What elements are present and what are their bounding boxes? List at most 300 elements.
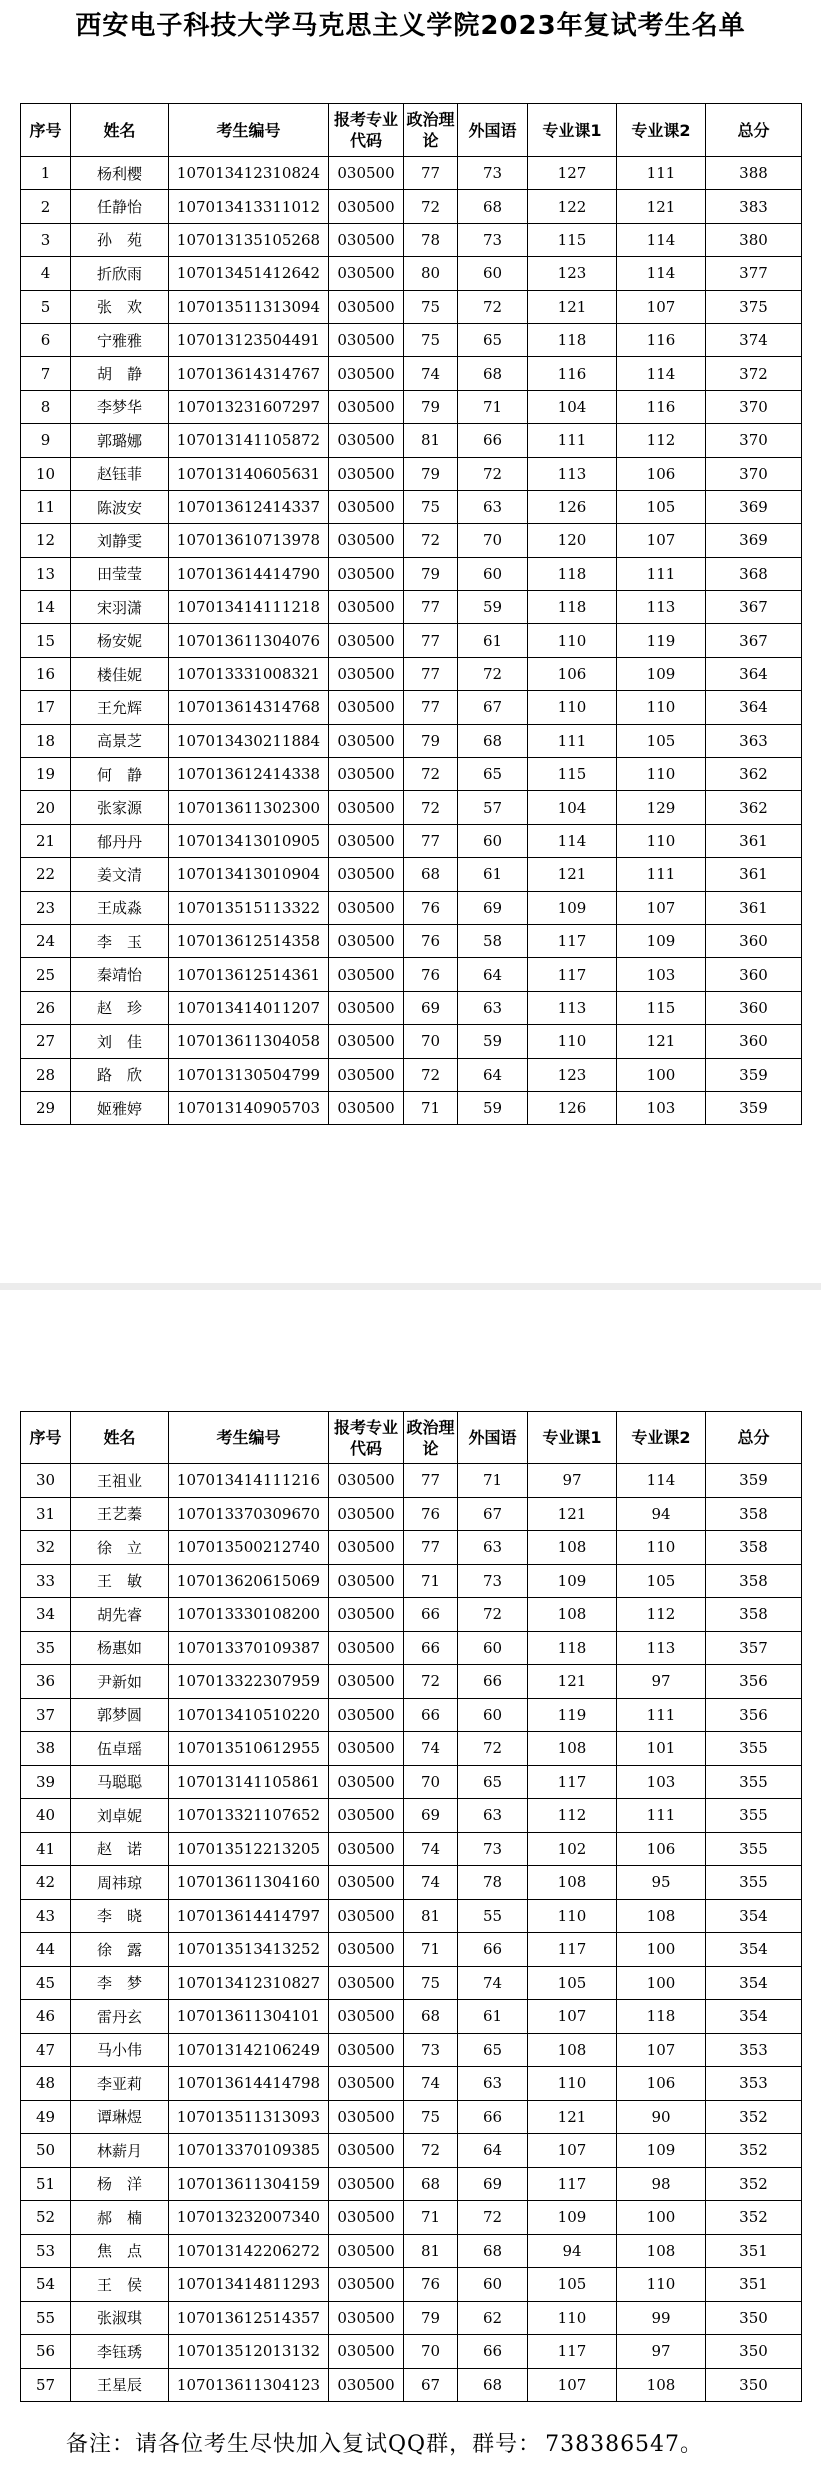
total-score-cell: 355: [706, 1832, 802, 1866]
table-row: [21, 1899, 802, 1933]
name-cell: 宁雅雅: [71, 323, 169, 356]
table-row: [21, 1832, 802, 1866]
major-course-2-score-cell: 95: [617, 1866, 706, 1900]
major-course-2-score-cell: 114: [617, 223, 706, 256]
total-score-cell: 375: [706, 290, 802, 323]
table-row: [21, 991, 802, 1024]
foreign-language-score-cell: 58: [458, 924, 528, 957]
table-row: [21, 891, 802, 924]
foreign-language-score-cell: 60: [458, 824, 528, 857]
major-course-2-score-cell: 100: [617, 1933, 706, 1967]
total-score-cell: 353: [706, 2033, 802, 2067]
name-cell: 杨 洋: [71, 2167, 169, 2201]
name-cell: 雷丹玄: [71, 2000, 169, 2034]
major-course-2-score-cell: 100: [617, 1058, 706, 1091]
major-code-cell: 030500: [329, 257, 404, 290]
foreign-language-score-cell: 60: [458, 557, 528, 590]
major-course-1-score-cell: 108: [528, 1531, 617, 1565]
table-row: [21, 2335, 802, 2369]
candidate-id-cell: 107013611304123: [169, 2368, 329, 2402]
name-cell: 王 侯: [71, 2268, 169, 2302]
politics-score-cell: 76: [404, 924, 458, 957]
foreign-language-score-cell: 66: [458, 424, 528, 457]
seq-cell: 32: [21, 1531, 71, 1565]
name-cell: 王成淼: [71, 891, 169, 924]
major-code-cell: 030500: [329, 624, 404, 657]
total-score-cell: 350: [706, 2368, 802, 2402]
major-code-cell: 030500: [329, 1866, 404, 1900]
seq-cell: 45: [21, 1966, 71, 2000]
candidate-id-cell: 107013370309670: [169, 1497, 329, 1531]
name-cell: 林薪月: [71, 2134, 169, 2168]
politics-score-cell: 79: [404, 2301, 458, 2335]
total-score-cell: 352: [706, 2134, 802, 2168]
politics-score-cell: 76: [404, 1497, 458, 1531]
candidate-id-cell: 107013370109387: [169, 1631, 329, 1665]
seq-cell: 29: [21, 1091, 71, 1124]
major-course-1-score-cell: 111: [528, 724, 617, 757]
table-row: [21, 1091, 802, 1124]
seq-cell: 3: [21, 223, 71, 256]
major-course-2-score-cell: 111: [617, 157, 706, 190]
major-course-1-score-cell: 108: [528, 1598, 617, 1632]
seq-cell: 8: [21, 390, 71, 423]
table-row: [21, 1631, 802, 1665]
major-course-1-score-cell: 116: [528, 357, 617, 390]
candidate-id-cell: 107013610713978: [169, 524, 329, 557]
major-course-2-score-cell: 109: [617, 924, 706, 957]
footnote: [66, 2430, 703, 2460]
total-score-cell: 363: [706, 724, 802, 757]
table-row: [21, 2268, 802, 2302]
table-row: [21, 223, 802, 256]
total-score-cell: 372: [706, 357, 802, 390]
candidate-id-cell: 107013611304160: [169, 1866, 329, 1900]
seq-cell: 2: [21, 190, 71, 223]
politics-score-cell: 78: [404, 223, 458, 256]
name-cell: 张家源: [71, 791, 169, 824]
politics-score-cell: 69: [404, 991, 458, 1024]
major-course-1-score-cell: 115: [528, 758, 617, 791]
foreign-language-score-cell: 65: [458, 758, 528, 791]
seq-cell: 47: [21, 2033, 71, 2067]
major-code-cell: 030500: [329, 858, 404, 891]
table-row: [21, 1732, 802, 1766]
major-course-1-score-cell: 107: [528, 2134, 617, 2168]
name-cell: 尹新如: [71, 1665, 169, 1699]
total-score-cell: 358: [706, 1497, 802, 1531]
major-code-cell: 030500: [329, 157, 404, 190]
major-code-cell: 030500: [329, 1631, 404, 1665]
major-course-2-score-cell: 116: [617, 323, 706, 356]
major-course-2-score-cell: 121: [617, 1025, 706, 1058]
table-row: [21, 157, 802, 190]
major-course-1-score-cell: 121: [528, 1665, 617, 1699]
foreign-language-score-cell: 63: [458, 2067, 528, 2101]
foreign-language-score-cell: 73: [458, 223, 528, 256]
politics-score-cell: 75: [404, 290, 458, 323]
major-code-cell: 030500: [329, 1497, 404, 1531]
major-code-cell: 030500: [329, 2134, 404, 2168]
major-course-2-score-cell: 114: [617, 257, 706, 290]
header-total: 总分: [706, 1412, 802, 1464]
seq-cell: 27: [21, 1025, 71, 1058]
major-course-1-score-cell: 120: [528, 524, 617, 557]
major-code-cell: 030500: [329, 1058, 404, 1091]
total-score-cell: 361: [706, 858, 802, 891]
major-code-cell: 030500: [329, 2335, 404, 2369]
name-cell: 徐 立: [71, 1531, 169, 1565]
foreign-language-score-cell: 67: [458, 1497, 528, 1531]
name-cell: 陈波安: [71, 490, 169, 523]
foreign-language-score-cell: 65: [458, 323, 528, 356]
foreign-language-score-cell: 73: [458, 157, 528, 190]
name-cell: 马聪聪: [71, 1765, 169, 1799]
politics-score-cell: 72: [404, 190, 458, 223]
header-foreign-language: 外国语: [458, 1412, 528, 1464]
name-cell: 路 欣: [71, 1058, 169, 1091]
table-row: [21, 1058, 802, 1091]
name-cell: 谭琳煜: [71, 2100, 169, 2134]
major-course-2-score-cell: 103: [617, 1765, 706, 1799]
name-cell: 楼佳妮: [71, 657, 169, 690]
total-score-cell: 355: [706, 1732, 802, 1766]
candidate-id-cell: 107013135105268: [169, 223, 329, 256]
table-row: [21, 424, 802, 457]
major-course-1-score-cell: 122: [528, 190, 617, 223]
foreign-language-score-cell: 66: [458, 2100, 528, 2134]
name-cell: 孙 苑: [71, 223, 169, 256]
politics-score-cell: 81: [404, 1899, 458, 1933]
candidate-id-cell: 107013142106249: [169, 2033, 329, 2067]
major-course-1-score-cell: 110: [528, 2067, 617, 2101]
major-course-1-score-cell: 110: [528, 1025, 617, 1058]
name-cell: 田莹莹: [71, 557, 169, 590]
name-cell: 马小伟: [71, 2033, 169, 2067]
major-course-1-score-cell: 117: [528, 924, 617, 957]
major-course-2-score-cell: 121: [617, 190, 706, 223]
major-course-1-score-cell: 118: [528, 323, 617, 356]
major-course-2-score-cell: 97: [617, 2335, 706, 2369]
major-course-2-score-cell: 110: [617, 824, 706, 857]
foreign-language-score-cell: 59: [458, 591, 528, 624]
total-score-cell: 367: [706, 591, 802, 624]
seq-cell: 53: [21, 2234, 71, 2268]
total-score-cell: 370: [706, 390, 802, 423]
major-course-1-score-cell: 127: [528, 157, 617, 190]
foreign-language-score-cell: 59: [458, 1025, 528, 1058]
major-code-cell: 030500: [329, 991, 404, 1024]
foreign-language-score-cell: 64: [458, 958, 528, 991]
candidate-id-cell: 107013611304058: [169, 1025, 329, 1058]
seq-cell: 21: [21, 824, 71, 857]
politics-score-cell: 73: [404, 2033, 458, 2067]
politics-score-cell: 79: [404, 457, 458, 490]
foreign-language-score-cell: 78: [458, 1866, 528, 1900]
header-major-course-2: 专业课2: [617, 104, 706, 157]
seq-cell: 19: [21, 758, 71, 791]
total-score-cell: 388: [706, 157, 802, 190]
candidate-id-cell: 107013451412642: [169, 257, 329, 290]
header-total: 总分: [706, 104, 802, 157]
major-course-1-score-cell: 109: [528, 2201, 617, 2235]
major-course-2-score-cell: 113: [617, 1631, 706, 1665]
foreign-language-score-cell: 72: [458, 2201, 528, 2235]
politics-score-cell: 77: [404, 591, 458, 624]
total-score-cell: 361: [706, 824, 802, 857]
major-course-2-score-cell: 100: [617, 1966, 706, 2000]
table-row: [21, 2301, 802, 2335]
total-score-cell: 370: [706, 424, 802, 457]
total-score-cell: 354: [706, 2000, 802, 2034]
header-seq: 序号: [21, 104, 71, 157]
total-score-cell: 355: [706, 1799, 802, 1833]
foreign-language-score-cell: 70: [458, 524, 528, 557]
table-row: [21, 1531, 802, 1565]
major-code-cell: 030500: [329, 758, 404, 791]
politics-score-cell: 81: [404, 424, 458, 457]
name-cell: 王星辰: [71, 2368, 169, 2402]
seq-cell: 14: [21, 591, 71, 624]
seq-cell: 17: [21, 691, 71, 724]
candidate-id-cell: 107013614314768: [169, 691, 329, 724]
politics-score-cell: 74: [404, 2067, 458, 2101]
candidate-id-cell: 107013611304076: [169, 624, 329, 657]
major-course-2-score-cell: 108: [617, 1899, 706, 1933]
seq-cell: 38: [21, 1732, 71, 1766]
politics-score-cell: 66: [404, 1698, 458, 1732]
politics-score-cell: 70: [404, 1765, 458, 1799]
candidate-id-cell: 107013614414798: [169, 2067, 329, 2101]
foreign-language-score-cell: 59: [458, 1091, 528, 1124]
table-row: [21, 1464, 802, 1498]
major-course-2-score-cell: 109: [617, 2134, 706, 2168]
major-course-1-score-cell: 112: [528, 1799, 617, 1833]
table-row: [21, 591, 802, 624]
major-code-cell: 030500: [329, 357, 404, 390]
major-course-1-score-cell: 111: [528, 424, 617, 457]
major-code-cell: 030500: [329, 1464, 404, 1498]
major-course-2-score-cell: 110: [617, 691, 706, 724]
candidate-id-cell: 107013141105861: [169, 1765, 329, 1799]
major-code-cell: 030500: [329, 1933, 404, 1967]
major-course-2-score-cell: 118: [617, 2000, 706, 2034]
major-course-2-score-cell: 112: [617, 424, 706, 457]
name-cell: 刘 佳: [71, 1025, 169, 1058]
header-name: 姓名: [71, 104, 169, 157]
name-cell: 刘静雯: [71, 524, 169, 557]
table-row: [21, 724, 802, 757]
candidate-id-cell: 107013612514361: [169, 958, 329, 991]
major-course-2-score-cell: 94: [617, 1497, 706, 1531]
major-course-1-score-cell: 117: [528, 958, 617, 991]
foreign-language-score-cell: 68: [458, 357, 528, 390]
seq-cell: 55: [21, 2301, 71, 2335]
major-course-1-score-cell: 123: [528, 1058, 617, 1091]
candidate-id-cell: 107013141105872: [169, 424, 329, 457]
major-course-1-score-cell: 117: [528, 2167, 617, 2201]
total-score-cell: 352: [706, 2100, 802, 2134]
total-score-cell: 352: [706, 2167, 802, 2201]
major-course-1-score-cell: 110: [528, 1899, 617, 1933]
candidate-id-cell: 107013413010904: [169, 858, 329, 891]
major-code-cell: 030500: [329, 490, 404, 523]
major-course-1-score-cell: 105: [528, 2268, 617, 2302]
seq-cell: 51: [21, 2167, 71, 2201]
name-cell: 李亚莉: [71, 2067, 169, 2101]
name-cell: 郝 楠: [71, 2201, 169, 2235]
politics-score-cell: 66: [404, 1598, 458, 1632]
total-score-cell: 370: [706, 457, 802, 490]
total-score-cell: 368: [706, 557, 802, 590]
seq-cell: 10: [21, 457, 71, 490]
seq-cell: 39: [21, 1765, 71, 1799]
politics-score-cell: 74: [404, 1732, 458, 1766]
major-course-1-score-cell: 104: [528, 791, 617, 824]
seq-cell: 52: [21, 2201, 71, 2235]
major-code-cell: 030500: [329, 2000, 404, 2034]
candidate-id-cell: 107013500212740: [169, 1531, 329, 1565]
major-course-1-score-cell: 121: [528, 858, 617, 891]
major-course-2-score-cell: 107: [617, 2033, 706, 2067]
total-score-cell: 374: [706, 323, 802, 356]
name-cell: 周祎琼: [71, 1866, 169, 1900]
name-cell: 杨惠如: [71, 1631, 169, 1665]
major-code-cell: 030500: [329, 424, 404, 457]
major-code-cell: 030500: [329, 591, 404, 624]
candidate-id-cell: 107013414111218: [169, 591, 329, 624]
table-row: [21, 1598, 802, 1632]
major-code-cell: 030500: [329, 1832, 404, 1866]
name-cell: 赵钰菲: [71, 457, 169, 490]
major-code-cell: 030500: [329, 2100, 404, 2134]
major-course-1-score-cell: 109: [528, 1564, 617, 1598]
foreign-language-score-cell: 62: [458, 2301, 528, 2335]
major-course-1-score-cell: 114: [528, 824, 617, 857]
seq-cell: 4: [21, 257, 71, 290]
candidate-id-cell: 107013611304101: [169, 2000, 329, 2034]
seq-cell: 26: [21, 991, 71, 1024]
table-row: [21, 824, 802, 857]
major-code-cell: 030500: [329, 691, 404, 724]
table-row: [21, 2167, 802, 2201]
page-divider: [0, 1283, 821, 1290]
candidate-id-cell: 107013612514358: [169, 924, 329, 957]
total-score-cell: 358: [706, 1564, 802, 1598]
total-score-cell: 359: [706, 1464, 802, 1498]
foreign-language-score-cell: 61: [458, 858, 528, 891]
foreign-language-score-cell: 73: [458, 1564, 528, 1598]
table-row: [21, 290, 802, 323]
politics-score-cell: 77: [404, 1464, 458, 1498]
politics-score-cell: 71: [404, 1564, 458, 1598]
foreign-language-score-cell: 61: [458, 624, 528, 657]
politics-score-cell: 81: [404, 2234, 458, 2268]
total-score-cell: 380: [706, 223, 802, 256]
foreign-language-score-cell: 68: [458, 724, 528, 757]
name-cell: 秦靖怡: [71, 958, 169, 991]
seq-cell: 46: [21, 2000, 71, 2034]
name-cell: 郭璐娜: [71, 424, 169, 457]
name-cell: 王允辉: [71, 691, 169, 724]
foreign-language-score-cell: 63: [458, 1799, 528, 1833]
foreign-language-score-cell: 66: [458, 1933, 528, 1967]
major-course-2-score-cell: 106: [617, 457, 706, 490]
table-row: [21, 858, 802, 891]
politics-score-cell: 74: [404, 1866, 458, 1900]
major-course-2-score-cell: 90: [617, 2100, 706, 2134]
major-course-1-score-cell: 102: [528, 1832, 617, 1866]
foreign-language-score-cell: 73: [458, 1832, 528, 1866]
foreign-language-score-cell: 68: [458, 2234, 528, 2268]
seq-cell: 40: [21, 1799, 71, 1833]
major-code-cell: 030500: [329, 524, 404, 557]
total-score-cell: 355: [706, 1765, 802, 1799]
major-course-2-score-cell: 106: [617, 1832, 706, 1866]
major-course-1-score-cell: 117: [528, 2335, 617, 2369]
table-row: [21, 2134, 802, 2168]
foreign-language-score-cell: 66: [458, 1665, 528, 1699]
major-course-1-score-cell: 118: [528, 557, 617, 590]
major-code-cell: 030500: [329, 2301, 404, 2335]
major-code-cell: 030500: [329, 1899, 404, 1933]
seq-cell: 25: [21, 958, 71, 991]
major-course-2-score-cell: 108: [617, 2368, 706, 2402]
total-score-cell: 354: [706, 1966, 802, 2000]
table-row: [21, 1799, 802, 1833]
major-code-cell: 030500: [329, 924, 404, 957]
candidate-id-cell: 107013611302300: [169, 791, 329, 824]
seq-cell: 23: [21, 891, 71, 924]
major-course-1-score-cell: 97: [528, 1464, 617, 1498]
total-score-cell: 354: [706, 1899, 802, 1933]
major-course-2-score-cell: 129: [617, 791, 706, 824]
major-course-2-score-cell: 111: [617, 557, 706, 590]
major-course-2-score-cell: 112: [617, 1598, 706, 1632]
candidate-id-cell: 107013612514357: [169, 2301, 329, 2335]
seq-cell: 12: [21, 524, 71, 557]
total-score-cell: 362: [706, 791, 802, 824]
major-course-1-score-cell: 108: [528, 1732, 617, 1766]
candidate-id-cell: 107013410510220: [169, 1698, 329, 1732]
total-score-cell: 360: [706, 958, 802, 991]
major-code-cell: 030500: [329, 1698, 404, 1732]
politics-score-cell: 72: [404, 2134, 458, 2168]
politics-score-cell: 71: [404, 1933, 458, 1967]
name-cell: 李 玉: [71, 924, 169, 957]
header-major-course-1: 专业课1: [528, 1412, 617, 1464]
major-code-cell: 030500: [329, 1025, 404, 1058]
table-row: [21, 1698, 802, 1732]
table-row: [21, 758, 802, 791]
major-course-1-score-cell: 107: [528, 2368, 617, 2402]
major-course-1-score-cell: 94: [528, 2234, 617, 2268]
major-course-2-score-cell: 98: [617, 2167, 706, 2201]
politics-score-cell: 74: [404, 357, 458, 390]
table-row: [21, 1866, 802, 1900]
seq-cell: 54: [21, 2268, 71, 2302]
major-course-2-score-cell: 119: [617, 624, 706, 657]
header-major-code: 报考专业代码: [329, 1412, 404, 1464]
major-course-1-score-cell: 118: [528, 591, 617, 624]
name-cell: 赵 诺: [71, 1832, 169, 1866]
politics-score-cell: 72: [404, 1058, 458, 1091]
candidate-id-cell: 107013412310824: [169, 157, 329, 190]
candidate-id-cell: 107013140905703: [169, 1091, 329, 1124]
major-code-cell: 030500: [329, 1732, 404, 1766]
candidate-id-cell: 107013511313093: [169, 2100, 329, 2134]
major-course-1-score-cell: 118: [528, 1631, 617, 1665]
